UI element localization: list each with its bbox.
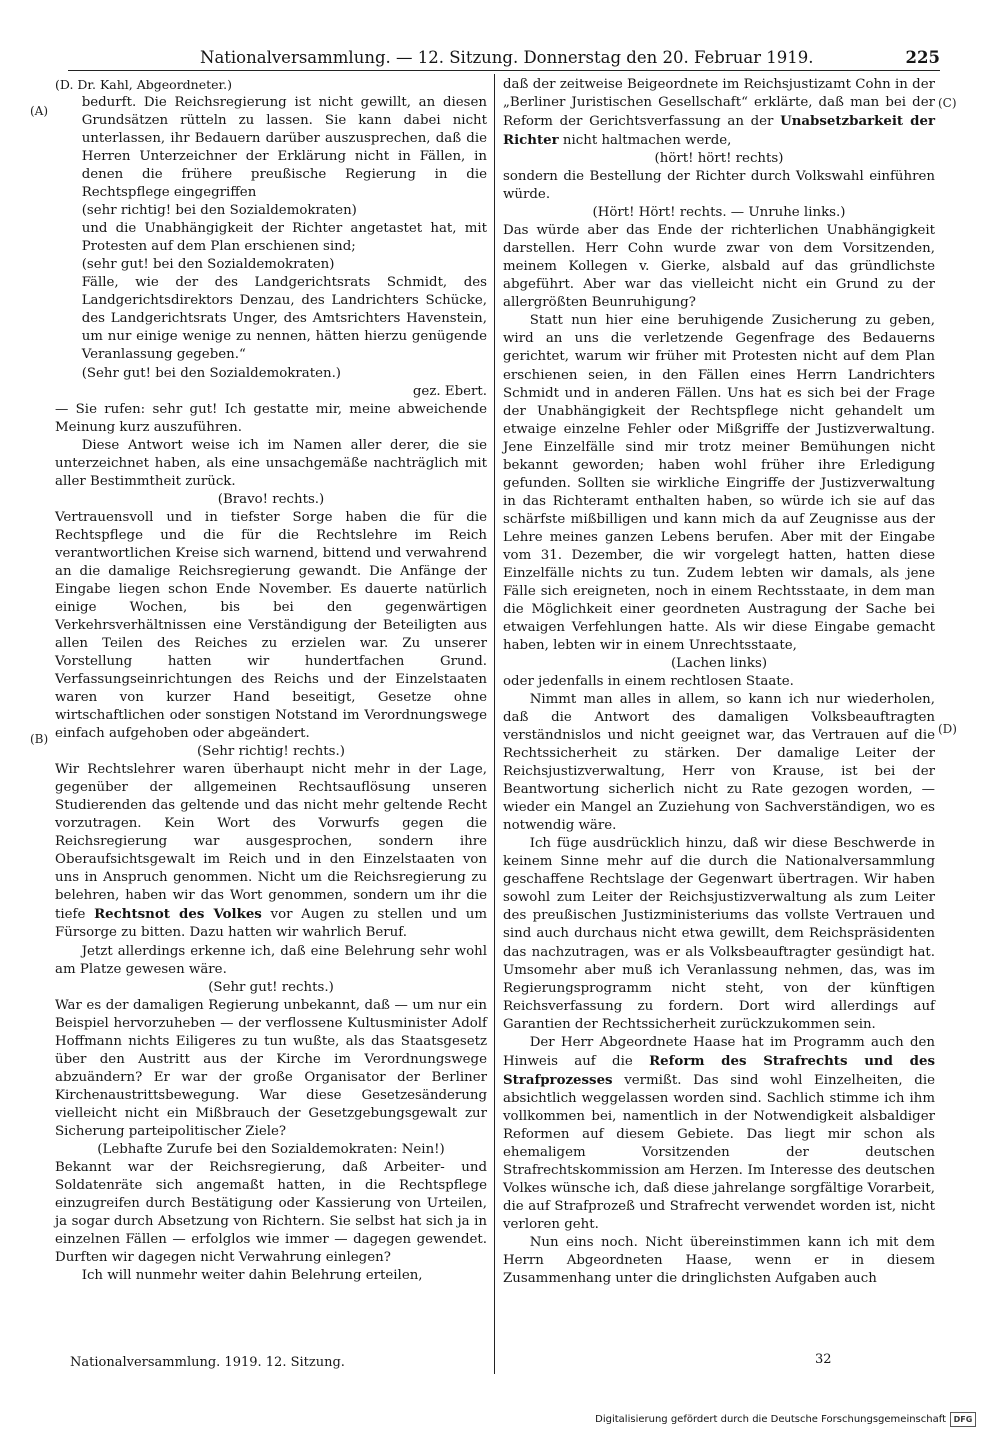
paragraph: Wir Rechtslehrer waren überhaupt nicht mehr in der Lage, gegenüber der allgemeinen Rechtsauflösung unseren Studierenden das geltende und das nicht mehr geltende Recht vorzutragen. Kein Wort des Vorwurfs gegen die Reichsregierung war ausgesprochen, sondern ihre Oberaufsichtsgewalt im Reich und in den Einzelstaaten von uns in Anspruch genommen. Nicht um die Reichsregierung zu belehren, haben wir das Wort genommen, sondern um ihr die tiefe Rechtsnot des Volkes vor Augen zu stellen und um Fürsorge zu bitten. Dazu hatten wir wahrlich Beruf. (55, 762, 487, 941)
interjection: (sehr gut! bei den Sozialdemokraten) (81, 257, 335, 273)
right-column (503, 76, 935, 1288)
credit-text: Digitalisierung gefördert durch die Deutsche Forschungsgemeinschaft (595, 1414, 946, 1425)
paragraph: Bekannt war der Reichsregierung, daß Arbeiter- und Soldatenräte sich angemaßt hatten, in die Rechtspflege einzugreifen durch Bestätigung oder Kassierung von Urteilen, ja sogar durch Absetzung von Richtern. Sie selbst hat sich ja in einzelnen Fällen — erfolglos wie immer — dagegen gewendet. Durften wir dagegen nicht Verwahrung einlegen? (55, 1159, 487, 1266)
dfg-logo: DFG (950, 1412, 976, 1427)
left-column (55, 76, 487, 1285)
column-divider (494, 74, 495, 1374)
paragraph: Jetzt allerdings erkenne ich, daß eine Belehrung sehr wohl am Platze gewesen wäre. (55, 943, 487, 977)
paragraph: Das würde aber das Ende der richterlichen Unabhängigkeit darstellen. Herr Cohn wurde zwar von dem Vorsitzenden, meinem Kollegen v. Gierke, alsbald auf das gründlichste abgeführt. Aber war das vielleicht nicht ein Grund zu der allergrößten Beunruhigung? (503, 223, 935, 311)
paragraph: Vertrauensvoll und in tiefster Sorge haben die für die Rechtspflege und die für die Rechtslehre im Reich verantwortlichen Kreise sich warnend, bittend und verwahrend an die damalige Reichsregierung gewandt. Die Anfänge der Eingabe liegen schon Ende November. Es dauerte natürlich einige Wochen, bis bei den gegenwärtigen Verkehrsverhältnissen eine Verständigung der Beteiligten aus allen Teilen des Reiches zu erzielen war. Zu unserer Vorstellung hatten wir hundertfachen Grund. Verfassungseinrichtungen des Reichs und der Einzelstaaten waren von kurzer Hand beseitigt, Gesetze ohne wirtschaftlichen oder sonstigen Notstand im Verordnungswege einfach aufgehoben oder abgeändert. (55, 509, 487, 742)
paragraph: (D. Dr. Kahl, Abgeordneter.) (55, 77, 233, 92)
interjection: (sehr richtig! bei den Sozialdemokraten) (81, 203, 357, 219)
header-rule (68, 70, 940, 71)
margin-mark-d: (D) (938, 722, 957, 736)
paragraph: War es der damaligen Regierung unbekannt, daß — um nur ein Beispiel hervorzuheben — der verflossene Kultusminister Adolf Hoffmann nichts Eiligeres zu tun wußte, als das Staatsgesetz über den Austritt aus der Kirche im Verordnungswege abzuändern? Er war der große Organisator der Berliner Kirchenaustrittsbewegung. War diese Gesetzesänderung vielleicht nicht ein Mißbrauch der Gesetzgebungsgewalt zur Sicherung parteipolitischer Ziele? (55, 997, 487, 1139)
sheet-number: 32 (815, 1352, 832, 1367)
paragraph: gez. Ebert. (412, 383, 487, 399)
page-number: 225 (905, 48, 940, 67)
interjection: (Bravo! rechts.) (217, 491, 325, 507)
margin-mark-a: (A) (30, 104, 49, 118)
footer-session: Nationalversammlung. 1919. 12. Sitzung. (70, 1355, 345, 1370)
paragraph: oder jedenfalls in einem rechtlosen Staate. (503, 674, 794, 690)
margin-mark-c: (C) (938, 96, 957, 110)
interjection: (Sehr gut! rechts.) (208, 979, 334, 995)
paragraph: Ich füge ausdrücklich hinzu, daß wir diese Beschwerde in keinem Sinne mehr auf die durch die Nationalversammlung geschaffene Rechtslage der Gegenwart übertragen. Wir haben sowohl zum Leiter der Reichsjustizverwaltung als zum Leiter des preußischen Justizministeriums das vollste Vertrauen und sind auch durchaus nicht etwa gewillt, dem Reichspräsidenten das nachzutragen, was er als Volksbeauftragter gesündigt hat. Umsomehr aber muß ich Veranlassung nehmen, das, was im Regierungsprogramm nicht steht, von der künftigen Reichsverfassung zu fordern. Dort wird allerdings auf Garantien der Rechtssicherheit zurückzukommen sein. (503, 836, 935, 1032)
digitization-credit (595, 1412, 976, 1427)
paragraph: Nimmt man alles in allem, so kann ich nur wiederholen, daß die Antwort des damaligen Volksbeauftragten verständnislos und nicht geeignet war, das Vertrauen auf die Rechtssicherheit zu stärken. Der damalige Leiter der Reichsjustizverwaltung, Herr von Krause, ist bei der Beantwortung sicherlich nicht zu Rate gezogen worden, — wieder ein Mangel an Zuziehung von Sachverständigen, wo es notwendig wäre. (503, 692, 935, 834)
interjection: (Lebhafte Zurufe bei den Sozialdemokraten: Nein!) (97, 1141, 445, 1157)
interjection: (Sehr richtig! rechts.) (197, 744, 345, 760)
paragraph: sondern die Bestellung der Richter durch Volkswahl einführen würde. (503, 169, 935, 203)
interjection: (hört! hört! rechts) (654, 151, 784, 167)
interjection: (Lachen links) (670, 656, 768, 671)
page-header (200, 44, 940, 72)
paragraph: Nun eins noch. Nicht übereinstimmen kann ich mit dem Herrn Abgeordneten Haase, wenn er in diesem Zusammenhang unter die dringlichsten Aufgaben auch (503, 1235, 935, 1287)
paragraph: Der Herr Abgeordnete Haase hat im Programm auch den Hinweis auf die Reform des Strafrechts und des Strafprozesses vermißt. Das sind wohl Einzelheiten, die absichtlich weggelassen worden sind. Sachlich stimme ich ihm vollkommen bei, namentlich in der Notwendigkeit alsbaldiger Reformen auf diesem Gebiete. Das liegt mir schon als ehemaligem Vorsitzenden der deutschen Strafrechtskommission am Herzen. Im Interesse des deutschen Volkes wünsche ich, daß diese jahrelange sorgfältige Vorarbeit, die auf Strafprozeß und Strafrecht verwendet worden ist, nicht verloren geht. (503, 1034, 935, 1232)
paragraph: — Sie rufen: sehr gut! Ich gestatte mir, meine abweichende Meinung kurz auszuführen. (55, 401, 487, 435)
interjection: (Hört! Hört! rechts. — Unruhe links.) (592, 205, 846, 221)
interjection: (Sehr gut! bei den Sozialdemokraten.) (81, 365, 342, 381)
paragraph: daß der zeitweise Beigeordnete im Reichsjustizamt Cohn in der „Berliner Juristischen Gesellschaft“ erklärte, daß man bei der Reform der Gerichtsverfassung an der Unabsetzbarkeit der Richter nicht haltmachen werde, (503, 77, 936, 149)
paragraph: Diese Antwort weise ich im Namen aller derer, die sie unterzeichnet haben, als eine unsachgemäße nachträglich mit aller Bestimmtheit zurück. (55, 437, 487, 489)
header-title: Nationalversammlung. — 12. Sitzung. Donnerstag den 20. Februar 1919. (200, 48, 814, 67)
paragraph: Fälle, wie der des Landgerichtsrats Schmidt, des Landgerichtsdirektors Denzau, des Landrichters Schücke, des Landgerichtsrats Unger, des Amtsrichters Havenstein, um nur einige wenige zu nennen, hätten hierzu genügende Veranlassung gegeben.“ (81, 275, 487, 363)
margin-mark-b: (B) (30, 732, 49, 746)
paragraph: Ich will nunmehr weiter dahin Belehrung erteilen, (81, 1268, 423, 1284)
paragraph: bedurft. Die Reichsregierung ist nicht gewillt, an diesen Grundsätzen rütteln zu lassen. Sie kann dabei nicht unterlassen, ihr Bedauern darüber auszusprechen, daß die Herren Unterzeichner der Erklärung nicht in Fällen, in denen die frühere preußische Regierung in die Rechtspflege eingegriffen (81, 95, 487, 201)
paragraph: und die Unabhängigkeit der Richter angetastet hat, mit Protesten auf dem Plan erschienen sind; (81, 221, 487, 255)
paragraph: Statt nun hier eine beruhigende Zusicherung zu geben, wird an uns die verletzende Gegenfrage des Bedauerns gerichtet, warum wir früher mit Protesten nicht auf dem Plan erschienen seien, in den Fällen eines Herrn Landrichters Schmidt und in anderen Fällen. Uns hat es sich bei der Frage der Unabhängigkeit der Rechtspflege nicht gehandelt um etwaige einzelne Fehler oder Mißgriffe der Justizverwaltung. Jene Einzelfälle sind mir trotz meiner Bemühungen nicht bekannt geworden; haben wohl früher ihre Erledigung gefunden. Sollten sie wirkliche Eingriffe der Justizverwaltung in das Richteramt enthalten haben, so würde ich sie auf das schärfste mißbilligen und kann mich da auf Zeugnisse aus der Lehre meines ganzen Lebens berufen. Aber mit der Eingabe vom 31. Dezember, die wir vorgelegt hatten, hatten diese Einzelfälle nichts zu tun. Zudem lebten wir damals, als jene Fälle sich ereigneten, noch in einem Rechtsstaate, in dem man die Möglichkeit einer geordneten Austragung der Sache bei etwaigen Verfehlungen hatte. Als wir diese Eingabe gemacht haben, lebten wir in einem Unrechtsstaate, (503, 313, 935, 653)
